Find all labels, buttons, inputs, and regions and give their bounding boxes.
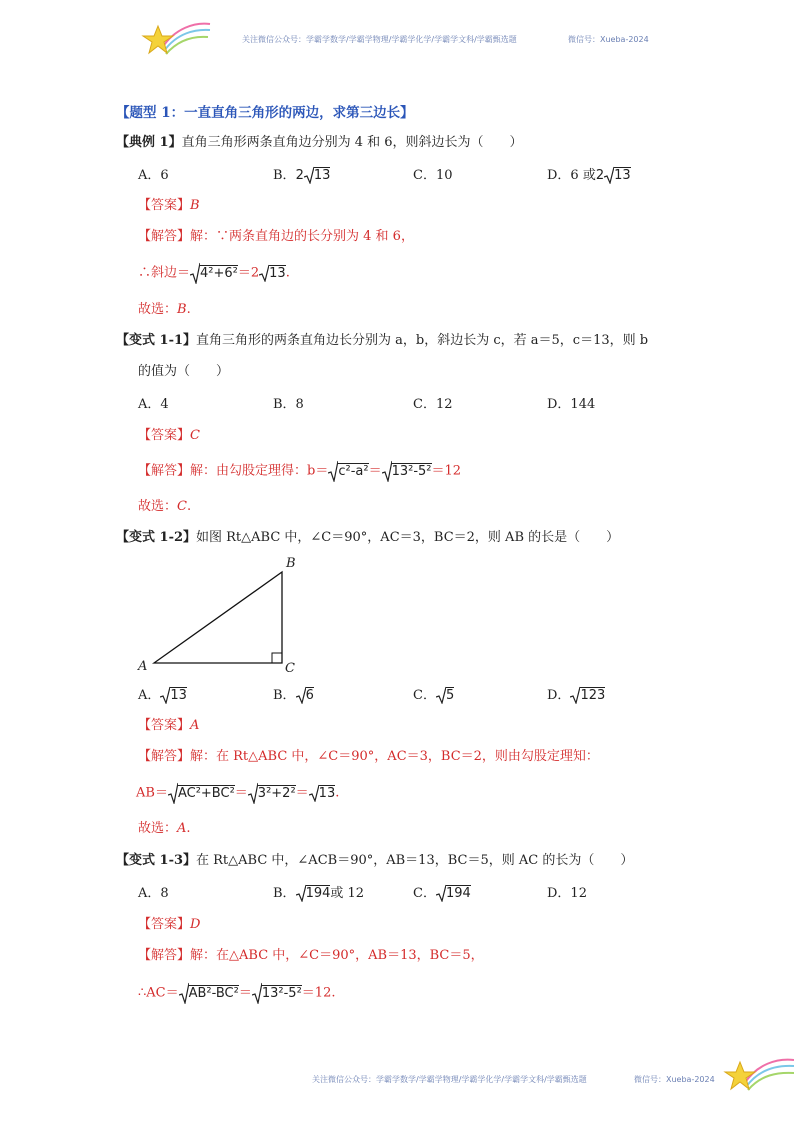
q4-option-c-prefix: C． [413, 885, 436, 901]
q4-calc [138, 982, 335, 1004]
q1-calc-end: . [285, 265, 290, 281]
q3-option-c-radicand: 5 [445, 687, 455, 703]
q2-option-d: D．144 [547, 397, 596, 412]
q1-calc-eq: ＝2 [237, 265, 260, 281]
q1-solution-label: 【解答】 [138, 229, 191, 244]
sqrt-sign-icon [248, 782, 258, 804]
q3-stem-text: 如图 Rt△ABC 中，∠C＝90°，AC＝3，BC＝2，则 AB 的长是（ ） [196, 530, 620, 545]
q2-calc-radicand-2: 13²-5² [391, 463, 432, 479]
sqrt-sign-icon [168, 782, 178, 804]
q4-solution [138, 947, 484, 965]
q2-calc-eq: ＝ [368, 463, 382, 479]
q2-conclusion [138, 498, 191, 516]
triangle-label-b: B [286, 556, 296, 571]
q3-option-b-prefix: B． [273, 687, 296, 703]
q1-option-b [273, 166, 330, 185]
q1-calc-radicand-2: 13 [269, 265, 286, 281]
q4-calc-prefix: ∴AC＝ [138, 985, 179, 1001]
q4-calc-eq: ＝ [238, 985, 252, 1001]
q1-answer-value: B [190, 198, 200, 213]
q3-option-c-prefix: C． [413, 687, 436, 703]
sqrt-sign-icon [296, 884, 306, 903]
q1-answer-label: 【答案】 [138, 198, 191, 213]
sqrt-sign-icon [259, 264, 269, 283]
q3-calc-prefix: AB＝ [136, 785, 168, 801]
q2-answer-value: C [190, 428, 200, 443]
q1-option-d-coef: 2 [595, 167, 605, 183]
q3-option-a-prefix: A． [138, 687, 161, 703]
q3-answer-label: 【答案】 [138, 718, 191, 733]
q3-calc-eq-2: ＝ [295, 785, 309, 801]
q4-option-a: A．8 [138, 886, 169, 901]
q1-conclusion-text: 故选： [138, 302, 178, 317]
sqrt-sign-icon [382, 460, 392, 482]
triangle-label-a: A [138, 659, 148, 674]
q2-answer-label: 【答案】 [138, 428, 191, 443]
q4-stem-text: 在 Rt△ABC 中，∠ACB＝90°，AB＝13，BC＝5，则 AC 的长为（ ） [196, 853, 634, 868]
q4-option-d: D．12 [547, 886, 587, 901]
q1-tag: 【典例 1】 [116, 135, 182, 150]
q4-option-c [413, 884, 471, 903]
q2-calc-end: ＝12 [431, 463, 462, 479]
q3-option-b [273, 686, 314, 705]
q1-calc [138, 262, 290, 284]
q1-calc-prefix: ∴斜边＝ [138, 265, 191, 281]
sqrt-sign-icon [190, 262, 200, 284]
q1-option-b-prefix: B． [273, 167, 296, 183]
q4-solution-label: 【解答】 [138, 948, 191, 963]
q3-conclusion-answer: A [177, 821, 187, 836]
q1-option-b-coef: 2 [295, 167, 304, 183]
q2-option-b: B．8 [273, 397, 304, 412]
q3-answer [138, 717, 199, 735]
q1-calc-radicand: 4²+6² [200, 265, 238, 281]
q3-calc-radicand-3: 13 [318, 785, 336, 801]
q4-stem [116, 852, 633, 870]
header-text: 关注微信公众号：学霸学数学/学霸学物理/学霸学化学/学霸学文科/学霸甄选题 [242, 35, 517, 44]
q4-option-b [273, 884, 364, 903]
sqrt-sign-icon [296, 686, 306, 705]
footer-text: 关注微信公众号：学霸学数学/学霸学物理/学霸学化学/学霸学文科/学霸甄选题 [312, 1075, 587, 1084]
q3-conclusion [138, 820, 191, 838]
sqrt-sign-icon [436, 686, 446, 705]
q2-stem-text: 直角三角形的两条直角边长分别为 a，b，斜边长为 c，若 a＝5，c＝13，则 b [196, 333, 649, 348]
header-logo-star [140, 18, 212, 62]
q4-answer [138, 916, 200, 934]
q3-option-d-radicand: 123 [580, 687, 606, 703]
sqrt-sign-icon [160, 686, 170, 705]
header-wechat: 微信号：Xueba-2024 [568, 35, 649, 44]
q4-calc-radicand-2: 13²-5² [261, 985, 302, 1001]
q3-calc-eq: ＝ [234, 785, 248, 801]
sqrt-sign-icon [309, 784, 319, 803]
q3-conclusion-end: . [186, 821, 191, 836]
q3-calc-radicand-2: 3²+2² [257, 785, 296, 801]
q1-option-d [547, 166, 631, 185]
q3-conclusion-text: 故选： [138, 821, 178, 836]
q1-stem [116, 134, 523, 152]
q2-solution-text: 解：由勾股定理得：b＝ [190, 463, 329, 479]
q1-option-b-radicand: 13 [313, 167, 331, 183]
q1-solution-text: 解：∵两条直角边的长分别为 4 和 6， [190, 229, 414, 244]
sqrt-sign-icon [328, 460, 338, 482]
q3-option-a [138, 686, 187, 705]
q1-conclusion-answer: B [177, 302, 187, 317]
q4-tag: 【变式 1-3】 [116, 853, 197, 868]
q3-calc [136, 782, 339, 804]
q1-solution [138, 228, 414, 246]
q3-option-b-radicand: 6 [305, 687, 314, 703]
q3-option-c [413, 686, 454, 705]
q1-answer [138, 197, 200, 215]
q2-option-a: A．4 [138, 397, 169, 412]
q4-calc-end: ＝12. [301, 985, 336, 1001]
q4-solution-text: 解：在△ABC 中，∠C＝90°，AB＝13，BC＝5， [190, 948, 484, 963]
q1-option-d-radicand: 13 [614, 167, 631, 183]
q3-solution [138, 748, 599, 766]
q3-stem [116, 529, 619, 547]
q4-calc-radicand: AB²-BC² [188, 985, 239, 1001]
q1-conclusion [138, 301, 191, 319]
q3-option-a-radicand: 13 [170, 687, 187, 703]
q2-answer [138, 427, 200, 445]
q3-tag: 【变式 1-2】 [116, 530, 197, 545]
q2-tag: 【变式 1-1】 [116, 333, 197, 348]
footer-logo-star [722, 1054, 794, 1098]
q3-calc-radicand: AC²+BC² [177, 785, 235, 801]
q2-conclusion-end: . [186, 499, 192, 514]
q3-calc-end: . [335, 785, 340, 801]
q2-solution [138, 460, 461, 482]
q3-option-d [547, 686, 605, 705]
q2-stem-2: 的值为（ ） [138, 364, 230, 379]
section-title: 【题型 1：一直直角三角形的两边，求第三边长】 [116, 105, 414, 121]
q4-answer-value: D [190, 917, 201, 932]
q2-solution-label: 【解答】 [138, 463, 191, 479]
sqrt-sign-icon [436, 884, 446, 903]
q4-answer-label: 【答案】 [138, 917, 191, 932]
sqrt-sign-icon [252, 982, 262, 1004]
q1-option-d-prefix: D．6 或 [547, 167, 596, 183]
q1-stem-text: 直角三角形两条直角边分别为 4 和 6，则斜边长为（ ） [181, 135, 523, 150]
triangle-label-c: C [285, 661, 295, 676]
sqrt-sign-icon [304, 166, 314, 185]
sqrt-sign-icon [604, 166, 614, 185]
q2-conclusion-text: 故选： [138, 499, 178, 514]
q1-option-a: A．6 [138, 168, 169, 183]
q3-answer-value: A [190, 718, 200, 733]
q2-conclusion-answer: C [177, 499, 187, 514]
q1-conclusion-end: . [186, 302, 191, 317]
sqrt-sign-icon [179, 982, 189, 1004]
triangle-figure [136, 556, 306, 676]
q2-stem [116, 332, 648, 350]
q2-option-c: C．12 [413, 397, 453, 412]
q1-option-c: C．10 [413, 168, 453, 183]
q4-option-b-prefix: B． [273, 885, 296, 901]
q3-option-d-prefix: D． [547, 687, 571, 703]
q2-calc-radicand: c²-a² [338, 463, 369, 479]
q3-solution-label: 【解答】 [138, 749, 191, 764]
q4-option-b-suffix: 或 12 [330, 885, 365, 901]
q3-solution-text: 解：在 Rt△ABC 中，∠C＝90°，AC＝3，BC＝2，则由勾股定理知： [190, 749, 599, 764]
q4-option-b-radicand: 194 [305, 885, 331, 901]
footer-wechat: 微信号：Xueba-2024 [634, 1075, 715, 1084]
q4-option-c-radicand: 194 [445, 885, 471, 901]
sqrt-sign-icon [570, 686, 580, 705]
